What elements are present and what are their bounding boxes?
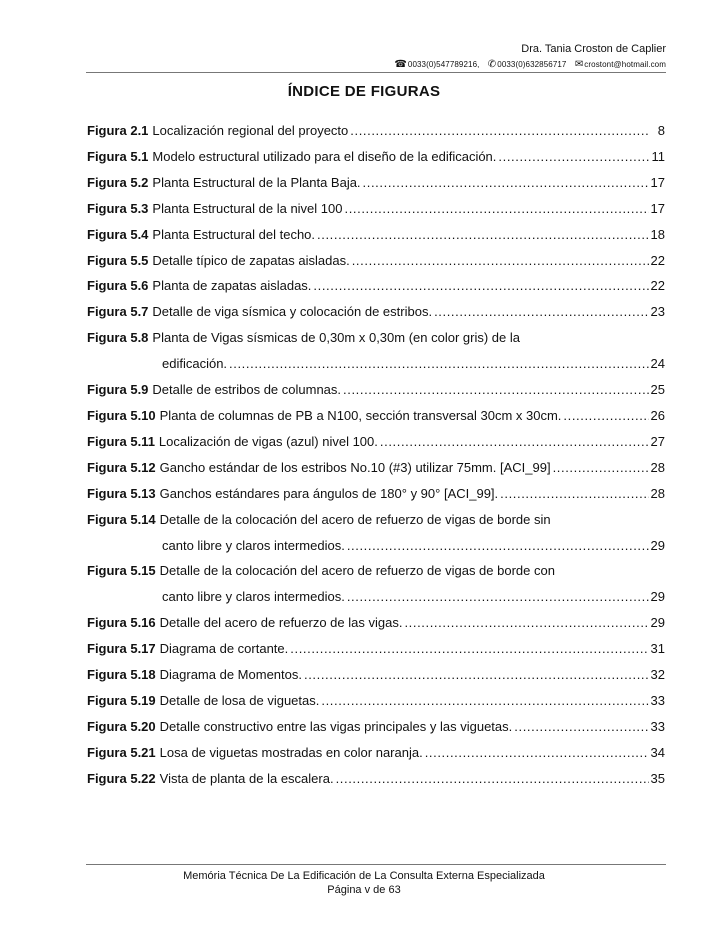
toc-entry[interactable] <box>87 273 665 299</box>
toc-entry[interactable] <box>87 455 665 481</box>
page-number: 29 <box>650 615 665 631</box>
figure-number: Figura 5.13 <box>87 485 156 501</box>
page-number: 11 <box>651 148 665 164</box>
figure-number: Figura 5.9 <box>87 382 149 398</box>
page-number: 28 <box>650 485 665 501</box>
figure-caption: Vista de planta de la escalera. <box>159 770 334 786</box>
page-number: 18 <box>650 226 665 242</box>
toc-entry[interactable] <box>87 558 665 610</box>
figure-number: Figura 5.18 <box>87 667 156 683</box>
toc-entry[interactable] <box>87 325 665 377</box>
figure-caption: Planta de zapatas aisladas. <box>152 278 312 294</box>
dot-leader <box>290 636 648 662</box>
footer-divider <box>86 864 666 865</box>
toc-entry[interactable] <box>87 636 665 662</box>
mobile-phone-icon: ✆ <box>487 59 497 70</box>
dot-leader <box>344 196 648 222</box>
toc-entry[interactable] <box>87 688 665 714</box>
page-number: 17 <box>650 200 665 216</box>
figure-caption: Localización regional del proyecto <box>152 123 349 138</box>
toc-entry[interactable] <box>87 403 665 429</box>
page-number: 17 <box>650 174 665 190</box>
figure-number: Figura 5.6 <box>87 278 149 294</box>
figure-number: Figura 5.17 <box>87 641 156 657</box>
figure-number: Figura 5.3 <box>87 200 149 216</box>
page-number: 23 <box>650 304 665 320</box>
figure-caption: Losa de viguetas mostradas en color naranja. <box>159 744 423 760</box>
dot-leader <box>352 248 649 274</box>
figure-index-list <box>87 118 665 792</box>
dot-leader <box>498 144 649 170</box>
dot-leader <box>425 740 649 766</box>
figure-number: Figura 5.2 <box>87 174 149 190</box>
figure-number: Figura 5.11 <box>87 433 155 449</box>
figure-caption: Gancho estándar de los estribos No.10 (#3) utilizar 75mm. [ACI_99] <box>159 459 551 475</box>
figure-caption: Planta de Vigas sísmicas de 0,30m x 0,30m (en color gris) de la <box>152 330 520 346</box>
page-number: 29 <box>650 589 665 605</box>
footer-document-title: Memória Técnica De La Edificación de La Consulta Externa Especializada <box>183 870 545 882</box>
page-number: 22 <box>650 278 665 294</box>
dot-leader <box>304 662 649 688</box>
figure-caption-continued: canto libre y claros intermedios. <box>162 589 345 605</box>
dot-leader <box>434 299 648 325</box>
toc-entry[interactable] <box>87 766 665 792</box>
dot-leader <box>404 610 648 636</box>
figure-caption: Detalle del acero de refuerzo de las vigas. <box>159 615 403 631</box>
toc-entry[interactable] <box>87 144 665 170</box>
phone-number-2: 0033(0)632856717 <box>497 60 567 69</box>
dot-leader <box>336 766 649 792</box>
header-author: Dra. Tania Croston de Caplier <box>521 43 666 55</box>
figure-caption: Planta de columnas de PB a N100, sección transversal 30cm x 30cm. <box>159 407 562 423</box>
page-number: 29 <box>650 537 665 553</box>
figure-caption: Planta Estructural de la Planta Baja. <box>152 174 361 190</box>
toc-entry[interactable] <box>87 714 665 740</box>
figure-number: Figura 5.19 <box>87 692 156 708</box>
toc-entry[interactable] <box>87 222 665 248</box>
figure-number: Figura 5.7 <box>87 304 149 320</box>
figure-caption: Localización de vigas (azul) nivel 100. <box>158 433 378 449</box>
figure-number: Figura 5.14 <box>87 511 156 527</box>
figure-number: Figura 5.8 <box>87 330 149 346</box>
dot-leader <box>553 455 649 481</box>
dot-leader <box>343 377 649 403</box>
figure-caption: Detalle constructivo entre las vigas principales y las viguetas. <box>159 718 513 734</box>
page-number: 24 <box>650 356 665 372</box>
toc-entry[interactable] <box>87 196 665 222</box>
toc-entry[interactable] <box>87 377 665 403</box>
figure-caption: Diagrama de Momentos. <box>159 667 302 683</box>
telephone-icon: ☎ <box>394 59 407 70</box>
page-number: 22 <box>650 252 665 268</box>
figure-caption: Ganchos estándares para ángulos de 180° y 90° [ACI_99]. <box>159 485 499 501</box>
figure-number: Figura 5.4 <box>87 226 149 242</box>
toc-entry[interactable] <box>87 170 665 196</box>
figure-caption: Modelo estructural utilizado para el diseño de la edificación. <box>152 148 497 164</box>
page-number: 31 <box>650 641 665 657</box>
toc-entry[interactable] <box>87 118 665 144</box>
dot-leader <box>313 273 648 299</box>
dot-leader <box>347 584 649 610</box>
footer-page-number: Página v de 63 <box>327 884 401 896</box>
page-number: 33 <box>650 692 665 708</box>
figure-caption: Detalle de losa de viguetas. <box>159 692 320 708</box>
figure-caption: Diagrama de cortante. <box>159 641 289 657</box>
email-address[interactable]: crostont@hotmail.com <box>584 60 666 69</box>
phone-number-1: 0033(0)547789216, <box>407 60 480 69</box>
page-number: 28 <box>650 459 665 475</box>
toc-entry[interactable] <box>87 429 665 455</box>
figure-caption: Planta Estructural de la nivel 100 <box>152 200 343 216</box>
figure-number: Figura 5.20 <box>87 718 156 734</box>
toc-entry[interactable] <box>87 662 665 688</box>
header-contact <box>394 59 666 70</box>
figure-number: Figura 5.5 <box>87 252 149 268</box>
figure-caption: Detalle de viga sísmica y colocación de estribos. <box>152 304 433 320</box>
toc-entry[interactable] <box>87 299 665 325</box>
figure-caption-continued: edificación. <box>162 356 228 372</box>
dot-leader <box>380 429 649 455</box>
page-number: 26 <box>650 407 665 423</box>
toc-entry[interactable] <box>87 740 665 766</box>
dot-leader <box>350 118 649 144</box>
figure-number: Figura 5.1 <box>87 148 149 164</box>
figure-number: Figura 5.12 <box>87 459 156 475</box>
toc-entry[interactable] <box>87 507 665 559</box>
dot-leader <box>363 170 649 196</box>
dot-leader <box>500 481 648 507</box>
figure-caption: Detalle de estribos de columnas. <box>152 382 342 398</box>
figure-caption: Planta Estructural del techo. <box>152 226 316 242</box>
page-number: 8 <box>657 123 665 138</box>
figure-caption: Detalle de la colocación del acero de refuerzo de vigas de borde con <box>159 563 555 579</box>
page-title: ÍNDICE DE FIGURAS <box>287 83 441 100</box>
figure-number: Figura 5.21 <box>87 744 156 760</box>
email-icon: ✉ <box>574 59 584 70</box>
figure-caption: Detalle de la colocación del acero de refuerzo de vigas de borde sin <box>159 511 551 527</box>
toc-entry[interactable] <box>87 610 665 636</box>
page-number: 27 <box>650 433 665 449</box>
page-number: 25 <box>650 382 665 398</box>
dot-leader <box>563 403 648 429</box>
figure-caption: Detalle típico de zapatas aisladas. <box>152 252 350 268</box>
figure-number: Figura 2.1 <box>87 123 149 138</box>
figure-number: Figura 5.15 <box>87 563 156 579</box>
toc-entry[interactable] <box>87 248 665 274</box>
dot-leader <box>514 714 648 740</box>
dot-leader <box>317 222 649 248</box>
page-number: 32 <box>650 667 665 683</box>
dot-leader <box>321 688 648 714</box>
figure-number: Figura 5.16 <box>87 615 156 631</box>
dot-leader <box>229 351 648 377</box>
page-number: 35 <box>650 770 665 786</box>
figure-number: Figura 5.22 <box>87 770 156 786</box>
page-number: 33 <box>650 718 665 734</box>
dot-leader <box>347 533 649 559</box>
figure-caption-continued: canto libre y claros intermedios. <box>162 537 345 553</box>
toc-entry[interactable] <box>87 481 665 507</box>
figure-number: Figura 5.10 <box>87 407 156 423</box>
page-number: 34 <box>650 744 665 760</box>
header-divider <box>86 72 666 73</box>
